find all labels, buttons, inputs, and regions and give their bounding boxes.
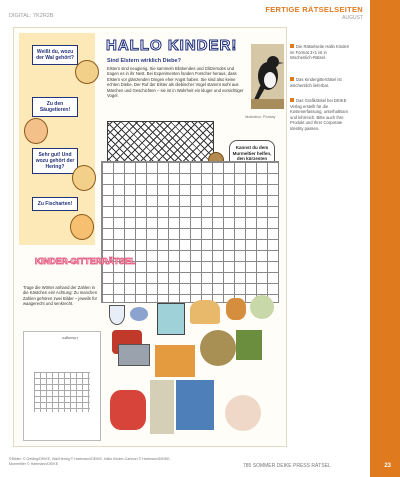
right-note-1 (290, 44, 350, 61)
bread-icon (155, 345, 195, 377)
header (265, 5, 363, 21)
page-number: 23 (384, 463, 391, 469)
side-tag-3: Sehr gut! Und wozu gehört der Hering? (32, 148, 78, 174)
right-note-1-text: Die Rätselseite Hallo Kinder! im Format 3×1 ist in Wochenlich-Rätsel. (290, 44, 350, 61)
lighthouse-icon (150, 380, 174, 434)
digital-code: DIGITAL: 7K2R2B (9, 13, 54, 19)
horseshoe-icon (190, 300, 220, 324)
cartoon-girl-2 (70, 214, 94, 240)
side-tag-1: Weißt du, wozu der Wal gehört? (32, 45, 78, 65)
subhead: Sind Elstern wirklich Diebe? (107, 58, 181, 64)
cartoon-kid (72, 165, 96, 191)
solution-label: Lösungen (62, 336, 78, 340)
speech-bubble: Kannst du dem Murmeltier helfen, den kürzesten (229, 140, 275, 174)
cartoon-girl (75, 60, 99, 84)
footer-credits: ©Bilder: © Gefäng/DEIKE, Wal/Hering © Hartmann/DEIKE, Hallo Kinder-Cartoon © Hartmann/DEIKE, Murmeltier © Hartmann/DEIKE (9, 457, 171, 466)
section-title: FERTIGE RÄTSELSEITEN (265, 5, 363, 14)
snail-icon (225, 395, 261, 431)
page-edge-stripe (370, 0, 400, 477)
lobster-icon (110, 390, 146, 430)
right-note-2-text: Das Kindergitterrätsel ist wöchentlich lieferbar. (290, 77, 342, 88)
magpie-icon (251, 44, 284, 109)
right-note-3-text: Das Grafikrätsel bei DEIKE Verlag erstellt für die Kostenerfassung, unterhaltsam und lehrreich. Bitte auch Ihre Produkt und Ihrer Corporate Identity passen. (290, 98, 348, 131)
right-note-2 (290, 77, 350, 88)
footer-tagline: 785 SOMMER DEIKE PRESS RÄTSEL (243, 463, 331, 469)
cup-icon (130, 307, 148, 321)
tin-can-icon (118, 344, 150, 366)
headline: HALLO KINDER! (106, 37, 238, 54)
cartoon-boy (24, 118, 48, 144)
side-tag-4: Zu Fischarten! (32, 197, 78, 211)
solution-box (23, 331, 101, 441)
cactus-icon (250, 295, 274, 319)
kinder-instructions: Trage die Wörter anhand der Zahlen in die Kästchen ein! Achtung: Zu manchen Zahlen gehören zwei Bilder – jeweils für waagerecht und senkrecht. (23, 285, 98, 306)
body-text: Elstern sind neugierig. Sie sammeln Blinkendes und Glitzerndes und tragen es in ihr Nest. Bei Experimenten fanden Forscher heraus, dass Elstern vor glänzenden Dingen eher Angst haben. Sie sind also keine echten Diebe. Der Ruf der Elster als diebischer Vogel stammt wohl aus Märchen und Geschichten – sie ist in Wahrheit ein kluger und vorsichtiger Vogel. (107, 66, 244, 99)
side-tag-2: Zu den Säugetieren! (32, 97, 78, 117)
solution-grid (34, 372, 90, 412)
hedgehog-icon (200, 330, 236, 366)
pretzel-icon (226, 298, 246, 320)
cards-icon (176, 380, 214, 430)
magpie-photo (251, 44, 284, 109)
right-note-3 (290, 98, 350, 132)
photo-credit: Illustration: Pixabay (245, 115, 276, 119)
bottle-icon (157, 303, 185, 335)
month-label: AUGUST (342, 15, 363, 21)
glass-icon (109, 305, 125, 325)
cricket-icon (236, 330, 262, 360)
crossword-grid (101, 161, 279, 303)
kinder-title: KINDER-GITTERRÄTSEL (35, 256, 136, 266)
